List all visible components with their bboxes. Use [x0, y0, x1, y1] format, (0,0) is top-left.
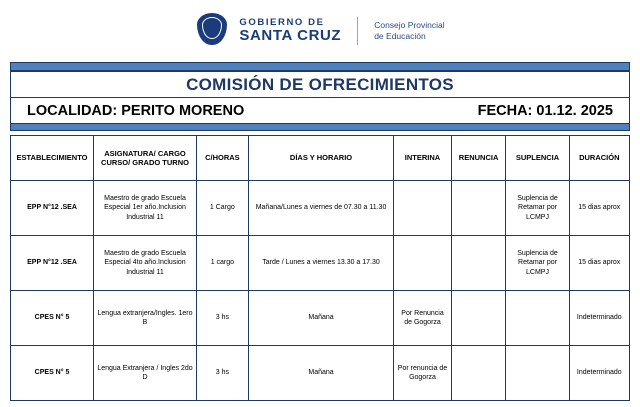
- date-label: FECHA: 01.12. 2025: [477, 102, 613, 119]
- cell-renuncia: [451, 181, 506, 236]
- table-row: [11, 291, 630, 346]
- cell-interina: Por renuncia de Gogorza: [394, 346, 452, 401]
- cell-establecimiento: CPES N° 5: [11, 291, 94, 346]
- government-wordmark: [239, 18, 341, 44]
- locality-label: LOCALIDAD: PERITO MORENO: [27, 102, 245, 119]
- cell-interina: Por Renuncia de Gogorza: [394, 291, 452, 346]
- column-header-duracion: DURACIÓN: [569, 136, 629, 181]
- document-header: [10, 0, 630, 62]
- cell-duracion: Indeterminado: [569, 346, 629, 401]
- column-header-suplencia: SUPLENCIA: [506, 136, 569, 181]
- cell-interina: [394, 181, 452, 236]
- logo-divider: [357, 17, 358, 45]
- column-header-establecimiento: ESTABLECIMIENTO: [11, 136, 94, 181]
- cell-horas: 3 hs: [196, 291, 248, 346]
- organization-line1: Consejo Provincial: [374, 19, 445, 30]
- top-blue-rule: [10, 62, 630, 71]
- government-line2: SANTA CRUZ: [239, 27, 342, 45]
- table-body: [11, 181, 630, 401]
- cell-establecimiento: EPP N°12 .SEA: [11, 181, 94, 236]
- cell-renuncia: [451, 346, 506, 401]
- table-row: [11, 181, 630, 236]
- cell-suplencia: Suplencia de Retamar por LCMPJ: [506, 181, 569, 236]
- cell-duracion: 15 dias aprox: [569, 236, 629, 291]
- column-header-renuncia: RENUNCIA: [451, 136, 506, 181]
- offerings-table: [10, 135, 630, 401]
- cell-dias: Tarde / Lunes a viernes 13.30 a 17.30: [248, 236, 393, 291]
- info-bar: [10, 98, 630, 124]
- table-header-row: [11, 136, 630, 181]
- cell-renuncia: [451, 291, 506, 346]
- cell-interina: [394, 236, 452, 291]
- document-title-bar: [10, 71, 630, 98]
- page-title: COMISIÓN DE OFRECIMIENTOS: [186, 74, 454, 94]
- cell-duracion: Indeterminado: [569, 291, 629, 346]
- table-row: [11, 346, 630, 401]
- cell-dias: Mañana/Lunes a viernes de 07.30 a 11.30: [248, 181, 393, 236]
- cell-asignatura: Lengua Extranjera / Ingles 2do D: [94, 346, 197, 401]
- table-row: [11, 236, 630, 291]
- cell-renuncia: [451, 236, 506, 291]
- cell-horas: 1 cargo: [196, 236, 248, 291]
- government-line1: GOBIERNO DE: [239, 17, 325, 29]
- cell-duracion: 15 dias aprox: [569, 181, 629, 236]
- cell-suplencia: [506, 291, 569, 346]
- cell-establecimiento: CPES N° 5: [11, 346, 94, 401]
- column-header-horas: C/HORAS: [196, 136, 248, 181]
- organization-name: [374, 20, 444, 43]
- cell-asignatura: Maestro de grado Escuela Especial 1er año.Inclusion Industrial 11: [94, 181, 197, 236]
- cell-dias: Mañana: [248, 291, 393, 346]
- cell-horas: 1 Cargo: [196, 181, 248, 236]
- column-header-interina: INTERINA: [394, 136, 452, 181]
- cell-asignatura: Maestro de grado Escuela Especial 4to año.Inclusion Industrial 11: [94, 236, 197, 291]
- organization-line2: de Educación: [374, 31, 426, 41]
- table-header: [11, 136, 630, 181]
- cell-establecimiento: EPP N°12 .SEA: [11, 236, 94, 291]
- column-header-asignatura: ASIGNATURA/ CARGO CURSO/ GRADO TURNO: [94, 136, 197, 181]
- cell-asignatura: Lengua extranjera/Ingles. 1ero B: [94, 291, 197, 346]
- cell-suplencia: Suplencia de Retamar por LCMPJ: [506, 236, 569, 291]
- santa-cruz-crest-icon: [195, 12, 229, 50]
- cell-horas: 3 hs: [196, 346, 248, 401]
- blue-spacer-bar: [10, 124, 630, 131]
- cell-suplencia: [506, 346, 569, 401]
- column-header-dias-horario: DÍAS Y HORARIO: [248, 136, 393, 181]
- cell-dias: Mañana: [248, 346, 393, 401]
